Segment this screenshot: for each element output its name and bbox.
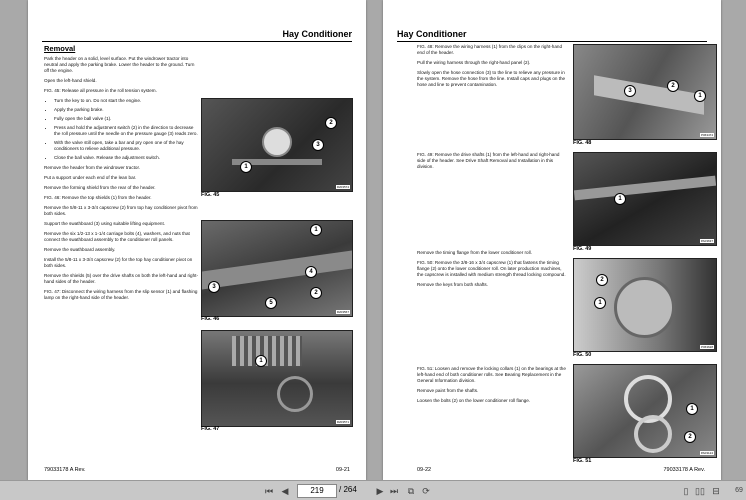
right-text-block-2 [417, 152, 567, 174]
callout: 1 [686, 403, 698, 415]
left-page [28, 0, 366, 481]
paragraph: Slowly open the hose connection (3) to the line to relieve any pressure in the system. Remove the hose from the line. Install caps and plugs on the hose and line to prevent contamination. [417, 70, 566, 87]
figure-46-image [201, 220, 353, 317]
first-page-icon[interactable]: ⏮ [264, 486, 274, 496]
footer-page-number: 09-21 [335, 467, 350, 473]
figure-50-image [573, 258, 717, 352]
two-page-icon[interactable]: ▯▯ [695, 486, 705, 496]
paragraph: FIG. 48: Remove the wiring harness (1) from the clips on the right-hand end of the header. [417, 44, 563, 55]
page-header [397, 29, 707, 42]
paragraph: Remove the 5/8-11 x 3-3/4 capscrew (2) from top hay conditioner pivot from both sides. [44, 205, 198, 216]
sprocket-illustration [277, 376, 313, 412]
pressure-gauge-illustration [262, 127, 292, 157]
paragraph: FIG. 46: Remove the top shields (1) from the header. [44, 195, 152, 200]
zoom-level[interactable]: 69 [735, 487, 743, 494]
page-header [42, 29, 352, 42]
footer-doc-number: 79033178 A Rev. [663, 467, 705, 473]
paragraph: Open the left-hand shield. [44, 78, 97, 83]
section-title: Removal [44, 44, 76, 53]
viewer-toolbar [0, 480, 746, 500]
figure-id: R203567 [336, 310, 349, 314]
callout: 1 [310, 224, 322, 236]
paragraph: FIG. 49: Remove the drive shafts (1) from the left-hand and right-hand side of the header. See Drive Shaft Removal and Installation in this division. [417, 152, 560, 169]
copy-icon[interactable]: ⧉ [407, 486, 415, 496]
callout: 3 [624, 85, 636, 97]
callout: 1 [614, 193, 626, 205]
figure-id: P063628 [700, 345, 713, 349]
right-text-block-3 [417, 250, 567, 292]
callout: 3 [208, 281, 220, 293]
footer-page-number: 09-22 [417, 467, 432, 473]
rotate-icon[interactable]: ⟳ [422, 486, 430, 496]
timing-flange-illustration [614, 277, 675, 338]
figure-47-image [201, 330, 353, 427]
paragraph: FIG. 51: Loosen and remove the locking collars (1) on the bearings at the left-hand end of both conditioner rolls. See Bearing Replacement in the General Information division. [417, 366, 566, 383]
figure-id: P063474 [700, 133, 713, 137]
paragraph: Install the 5/8-11 x 3-3/4 capscrew (2) for the top hay conditioner pivot on both sides. [44, 257, 193, 268]
paragraph: Remove the six 1/2-13 x 1-1/4 carriage bolts (4), washers, and nuts that connect the swathboard assembly to the conditioner roll panels. [44, 231, 190, 242]
callout: 4 [305, 266, 317, 278]
last-page-icon[interactable]: ⏭ [389, 486, 399, 496]
callout: 1 [255, 355, 267, 367]
footer-doc-number: 79033178 A Rev. [44, 467, 86, 473]
figure-label: FIG. 46 [201, 316, 220, 322]
list-item: • Press and hold the adjustment switch (2) in the direction to decrease the roll pressure until the needle on the pressure gauge (3) reads zero. [54, 125, 200, 137]
next-page-icon[interactable]: ▶ [376, 486, 384, 496]
figure-id: R203574 [336, 185, 349, 189]
figure-49-image [573, 152, 717, 246]
list-item: • Apply the parking brake. [54, 107, 200, 113]
right-text-block-4 [417, 366, 567, 408]
callout: 1 [694, 90, 706, 102]
callout: 2 [325, 117, 337, 129]
figure-label: FIG. 50 [573, 352, 592, 358]
paragraph: Support the swathboard (3) using suitable lifting equipment. [44, 221, 166, 226]
header-title: Hay Conditioner [282, 29, 352, 39]
callout: 2 [596, 274, 608, 286]
left-text-a [44, 56, 200, 305]
paragraph: Park the header on a solid, level surface. Put the windrower tractor into neutral and apply the parking brake. Lower the header to the ground. Turn off the engine. [44, 56, 195, 73]
fit-width-icon[interactable]: ⊟ [712, 486, 720, 496]
paragraph: Remove the forming shield from the rear of the header. [44, 185, 156, 190]
figure-45-image [201, 98, 353, 192]
paragraph: FIG. 47: Disconnect the wiring harness from the slip sensor (1) and flashing lamp on the right-hand side of the header. [44, 289, 198, 300]
paragraph: Remove the timing flange from the lower conditioner roll. [417, 250, 532, 255]
panel-illustration [594, 75, 704, 114]
paragraph: Loosen the bolts (2) on the lower conditioner roll flange. [417, 398, 531, 403]
list-item: • Turn the key to on. Do not start the engine. [54, 98, 200, 104]
locking-collar-illustration [634, 415, 672, 453]
previous-page-icon[interactable]: ◀ [281, 486, 289, 496]
callout: 3 [312, 139, 324, 151]
list-item: • Fully open the ball valve (1). [54, 116, 200, 122]
paragraph: Put a support under each end of the lean bar. [44, 175, 137, 180]
header-title: Hay Conditioner [397, 29, 467, 39]
figure-label: FIG. 51 [573, 458, 592, 464]
callout: 2 [667, 80, 679, 92]
list-item: • Close the ball valve. Release the adjustment switch. [54, 155, 200, 161]
paragraph: FIG. 45: Release all pressure in the roll tension system. [44, 88, 157, 93]
figure-51-image [573, 364, 717, 458]
list-item: • With the valve still open, take a bar and pry open one of the hay conditioners to relieve additional pressure. [54, 140, 200, 152]
paragraph: Remove the header from the windrower tractor. [44, 165, 141, 170]
right-text-block-1 [417, 44, 567, 92]
figure-label: FIG. 49 [573, 246, 592, 252]
figure-id: PA03637 [700, 239, 713, 243]
swathboard-illustration [202, 250, 352, 289]
paragraph: Pull the wiring harness through the right-hand panel (2). [417, 60, 531, 65]
page-number-input[interactable]: 219 [297, 484, 337, 498]
figure-48-image [573, 44, 717, 140]
figure-label: FIG. 47 [201, 426, 220, 432]
callout: 2 [310, 287, 322, 299]
chain-drive-illustration [232, 336, 302, 366]
figure-label: FIG. 48 [573, 140, 592, 146]
callout: 1 [594, 297, 606, 309]
single-page-icon[interactable]: ▯ [683, 486, 689, 496]
paragraph: Remove the keys from both shafts. [417, 282, 488, 287]
paragraph: FIG. 50: Remove the 3/8-16 x 3/4 capscrew (1) that fastens the timing flange (2) onto the lower conditioner roll. On later production machines, the capscrew is installed with medium strength thread locking compound. [417, 260, 566, 277]
bullet-list [44, 98, 200, 161]
figure-label: FIG. 45 [201, 192, 220, 198]
paragraph: Remove the swathboard assembly. [44, 247, 116, 252]
right-page [383, 0, 721, 481]
drive-shaft-illustration [574, 176, 716, 201]
callout: 5 [265, 297, 277, 309]
callout: 2 [684, 431, 696, 443]
figure-id: R203571 [336, 420, 349, 424]
paragraph: Remove the shields (5) over the drive shafts on both the left-hand and right-hand sides of the header. [44, 273, 198, 284]
callout: 1 [240, 161, 252, 173]
figure-id: PA03124 [700, 451, 713, 455]
paragraph: Remove paint from the shafts. [417, 388, 479, 393]
page-count: / 264 [339, 485, 357, 494]
